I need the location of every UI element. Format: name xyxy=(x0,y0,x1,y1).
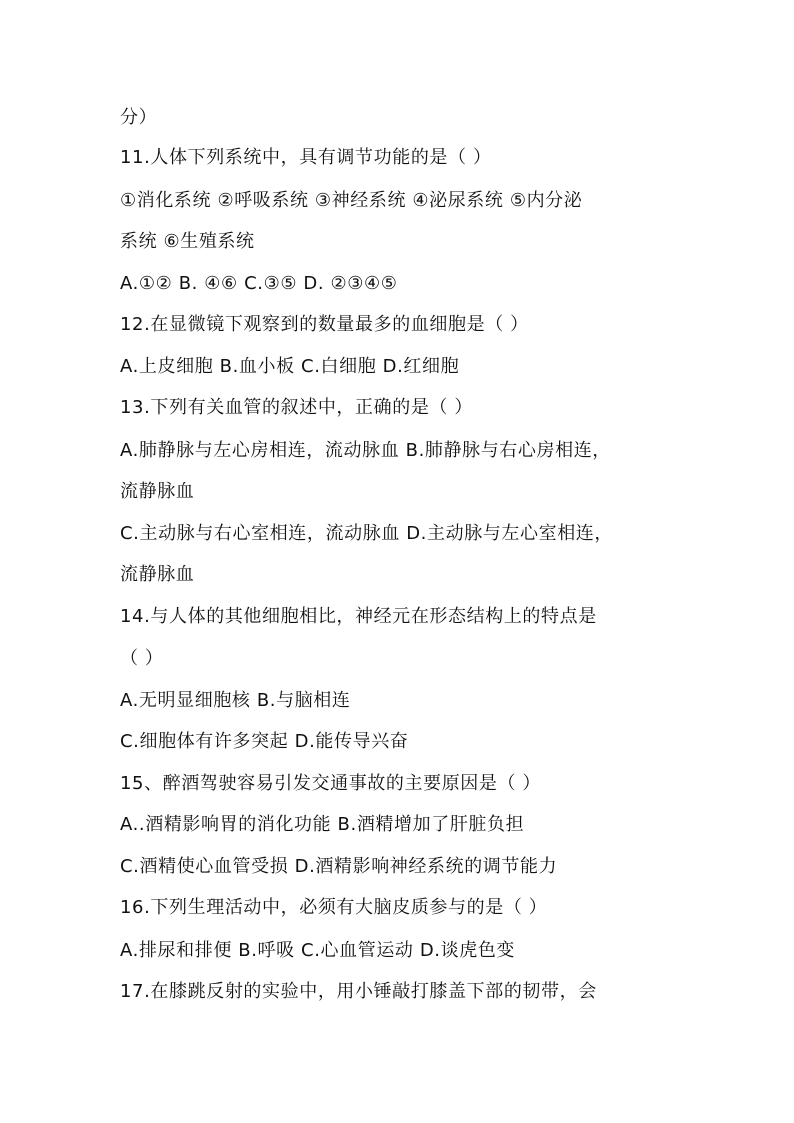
question-16-options: A.排尿和排便 B.呼吸 C.心血管运动 D.谈虎色变 xyxy=(120,940,516,961)
question-15: 15、醉酒驾驶容易引发交通事故的主要原因是（ ） xyxy=(120,773,542,794)
question-11-options: A.①② B. ④⑥ C.③⑤ D. ②③④⑤ xyxy=(120,273,398,294)
question-14-options-ab: A.无明显细胞核 B.与脑相连 xyxy=(120,690,351,711)
question-16: 16.下列生理活动中，必须有大脑皮质参与的是（ ） xyxy=(120,897,548,918)
question-12-options: A.上皮细胞 B.血小板 C.白细胞 D.红细胞 xyxy=(120,356,460,377)
question-13-options-cd-cont: 流静脉血 xyxy=(120,564,195,585)
question-14-blank: （ ） xyxy=(120,648,164,669)
question-14: 14.与人体的其他细胞相比，神经元在形态结构上的特点是 xyxy=(120,606,597,627)
text-line-1: 分） xyxy=(120,107,158,128)
question-13-options-ab-cont: 流静脉血 xyxy=(120,481,195,502)
question-11-items-cont: 系统 ⑥生殖系统 xyxy=(120,231,255,252)
question-13-options-ab: A.肺静脉与左心房相连，流动脉血 B.肺静脉与右心房相连， xyxy=(120,440,611,461)
question-15-options-ab: A..酒精影响胃的消化功能 B.酒精增加了肝脏负担 xyxy=(120,814,525,835)
question-11-items: ①消化系统 ②呼吸系统 ③神经系统 ④泌尿系统 ⑤内分泌 xyxy=(120,190,583,211)
question-13: 13.下列有关血管的叙述中，正确的是（ ） xyxy=(120,397,473,418)
question-12: 12.在显微镜下观察到的数量最多的血细胞是（ ） xyxy=(120,314,529,335)
question-17: 17.在膝跳反射的实验中，用小锤敲打膝盖下部的韧带，会 xyxy=(120,981,597,1002)
question-11: 11.人体下列系统中，具有调节功能的是（ ） xyxy=(120,147,492,168)
question-15-options-cd: C.酒精使心血管受损 D.酒精影响神经系统的调节能力 xyxy=(120,856,558,877)
question-13-options-cd: C.主动脉与右心室相连，流动脉血 D.主动脉与左心室相连， xyxy=(120,523,613,544)
question-14-options-cd: C.细胞体有许多突起 D.能传导兴奋 xyxy=(120,731,409,752)
